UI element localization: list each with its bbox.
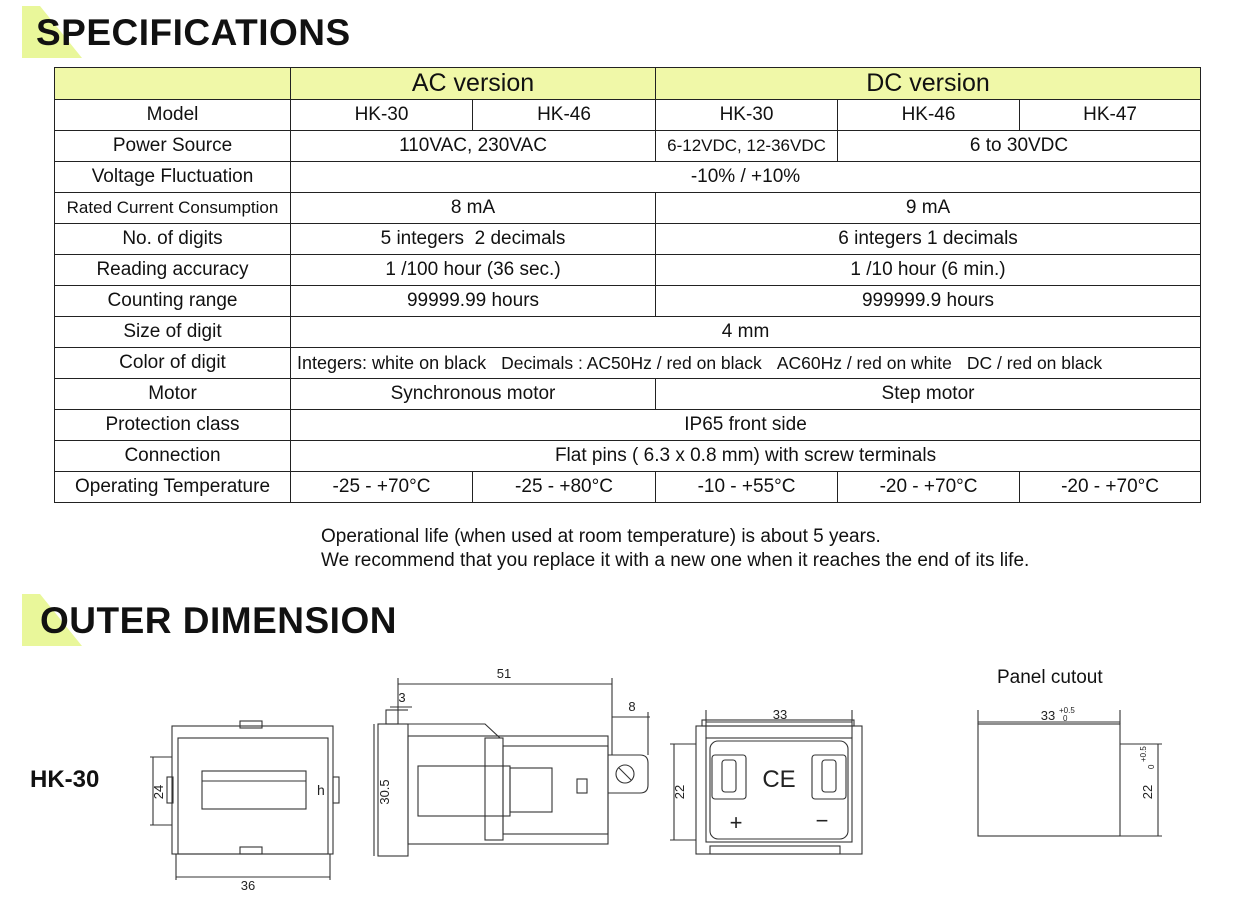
cell-current-dc: 9 mA xyxy=(656,193,1201,224)
table-row xyxy=(55,348,1201,379)
table-row xyxy=(55,286,1201,317)
outer-dimension-drawings xyxy=(0,640,1243,897)
side-length-dim: 51 xyxy=(496,666,512,681)
color-decimals: Decimals : AC50Hz / red on black xyxy=(501,352,762,373)
cell-dc-hk30: HK-30 xyxy=(656,100,838,131)
table-header-row xyxy=(55,68,1201,100)
table-row xyxy=(55,131,1201,162)
cell-range-dc: 999999.9 hours xyxy=(656,286,1201,317)
row-label-color: Color of digit xyxy=(55,348,291,379)
outer-dimension-title: OUTER DIMENSION xyxy=(40,600,397,641)
row-label-digits: No. of digits xyxy=(55,224,291,255)
panel-cutout-drawing xyxy=(978,710,1162,836)
cell-motor-dc: Step motor xyxy=(656,379,1201,410)
cutout-width-tol-plus: +0.5 xyxy=(1059,706,1075,715)
header-corner-cell xyxy=(55,68,291,100)
cell-temp-dc-hk30: -10 - +55°C xyxy=(656,472,838,503)
side-height-dim: 30.5 xyxy=(377,779,392,805)
cell-fluctuation: -10% / +10% xyxy=(291,162,1201,193)
plus-terminal-icon: + xyxy=(729,810,743,835)
row-label-model: Model xyxy=(55,100,291,131)
table-row xyxy=(55,472,1201,503)
cell-ac-hk46: HK-46 xyxy=(473,100,656,131)
side-small-dim: 3 xyxy=(398,690,406,705)
cell-power-dc-rest: 6 to 30VDC xyxy=(838,131,1201,162)
row-label-fluctuation: Voltage Fluctuation xyxy=(55,162,291,193)
row-label-temperature: Operating Temperature xyxy=(55,472,291,503)
cell-accuracy-dc: 1 /10 hour (6 min.) xyxy=(656,255,1201,286)
note-replacement: We recommend that you replace it with a new one when it reaches the end of its life. xyxy=(321,550,1030,571)
row-label-accuracy: Reading accuracy xyxy=(55,255,291,286)
cell-dc-hk47: HK-47 xyxy=(1020,100,1201,131)
specifications-table xyxy=(54,67,1201,503)
table-row xyxy=(55,193,1201,224)
table-row xyxy=(55,162,1201,193)
color-integers: Integers: white on black xyxy=(297,352,487,373)
cutout-width-dim: 33 xyxy=(1040,708,1056,723)
color-ac60: AC60Hz / red on white xyxy=(776,352,952,373)
table-row xyxy=(55,100,1201,131)
row-label-current: Rated Current Consumption xyxy=(55,193,291,224)
front-height-dim: 24 xyxy=(151,784,166,800)
dc-version-header: DC version xyxy=(656,68,1201,100)
hour-symbol: h xyxy=(317,782,325,798)
table-row xyxy=(55,379,1201,410)
cell-temp-dc-hk46: -20 - +70°C xyxy=(838,472,1020,503)
specifications-title: SPECIFICATIONS xyxy=(36,12,351,53)
rear-height-dim: 22 xyxy=(672,784,687,800)
cell-color xyxy=(291,348,1201,379)
cell-motor-ac: Synchronous motor xyxy=(291,379,656,410)
front-width-dim: 36 xyxy=(240,878,256,893)
cell-temp-ac-hk46: -25 - +80°C xyxy=(473,472,656,503)
cell-power-ac: 110VAC, 230VAC xyxy=(291,131,656,162)
cell-temp-ac-hk30: -25 - +70°C xyxy=(291,472,473,503)
ce-mark-icon: CE xyxy=(762,766,796,793)
cell-accuracy-ac: 1 /100 hour (36 sec.) xyxy=(291,255,656,286)
cell-size: 4 mm xyxy=(291,317,1201,348)
model-label: HK-30 xyxy=(30,766,100,793)
side-tab-dim: 8 xyxy=(628,699,636,714)
cell-temp-dc-hk47: -20 - +70°C xyxy=(1020,472,1201,503)
row-label-connection: Connection xyxy=(55,441,291,472)
cell-digits-ac: 5 integers 2 decimals xyxy=(291,224,656,255)
row-label-motor: Motor xyxy=(55,379,291,410)
side-view-drawing xyxy=(374,678,650,856)
cell-protection: IP65 front side xyxy=(291,410,1201,441)
panel-cutout-label: Panel cutout xyxy=(997,667,1103,688)
row-label-size: Size of digit xyxy=(55,317,291,348)
cell-power-dc-hk30: 6-12VDC, 12-36VDC xyxy=(656,131,838,162)
cell-range-ac: 99999.99 hours xyxy=(291,286,656,317)
cutout-height-tol-plus: +0.5 xyxy=(1139,746,1148,762)
row-label-protection: Protection class xyxy=(55,410,291,441)
row-label-power: Power Source xyxy=(55,131,291,162)
table-row xyxy=(55,224,1201,255)
front-view-drawing xyxy=(150,721,339,880)
note-operational-life: Operational life (when used at room temperature) is about 5 years. xyxy=(321,526,881,547)
cell-ac-hk30: HK-30 xyxy=(291,100,473,131)
cutout-height-dim: 22 xyxy=(1140,784,1155,800)
color-dc: DC / red on black xyxy=(966,352,1103,373)
cutout-height-tol-zero: 0 xyxy=(1147,764,1156,769)
cell-connection: Flat pins ( 6.3 x 0.8 mm) with screw terminals xyxy=(291,441,1201,472)
minus-terminal-icon: − xyxy=(815,808,829,833)
ac-version-header: AC version xyxy=(291,68,656,100)
outer-dimension-heading xyxy=(22,594,442,644)
cell-current-ac: 8 mA xyxy=(291,193,656,224)
rear-width-dim: 33 xyxy=(772,707,788,722)
cell-digits-dc: 6 integers 1 decimals xyxy=(656,224,1201,255)
specifications-heading xyxy=(22,6,442,56)
cell-dc-hk46: HK-46 xyxy=(838,100,1020,131)
cutout-width-tol-zero: 0 xyxy=(1063,714,1068,723)
table-row xyxy=(55,441,1201,472)
table-row xyxy=(55,317,1201,348)
table-row xyxy=(55,410,1201,441)
table-row xyxy=(55,255,1201,286)
row-label-range: Counting range xyxy=(55,286,291,317)
